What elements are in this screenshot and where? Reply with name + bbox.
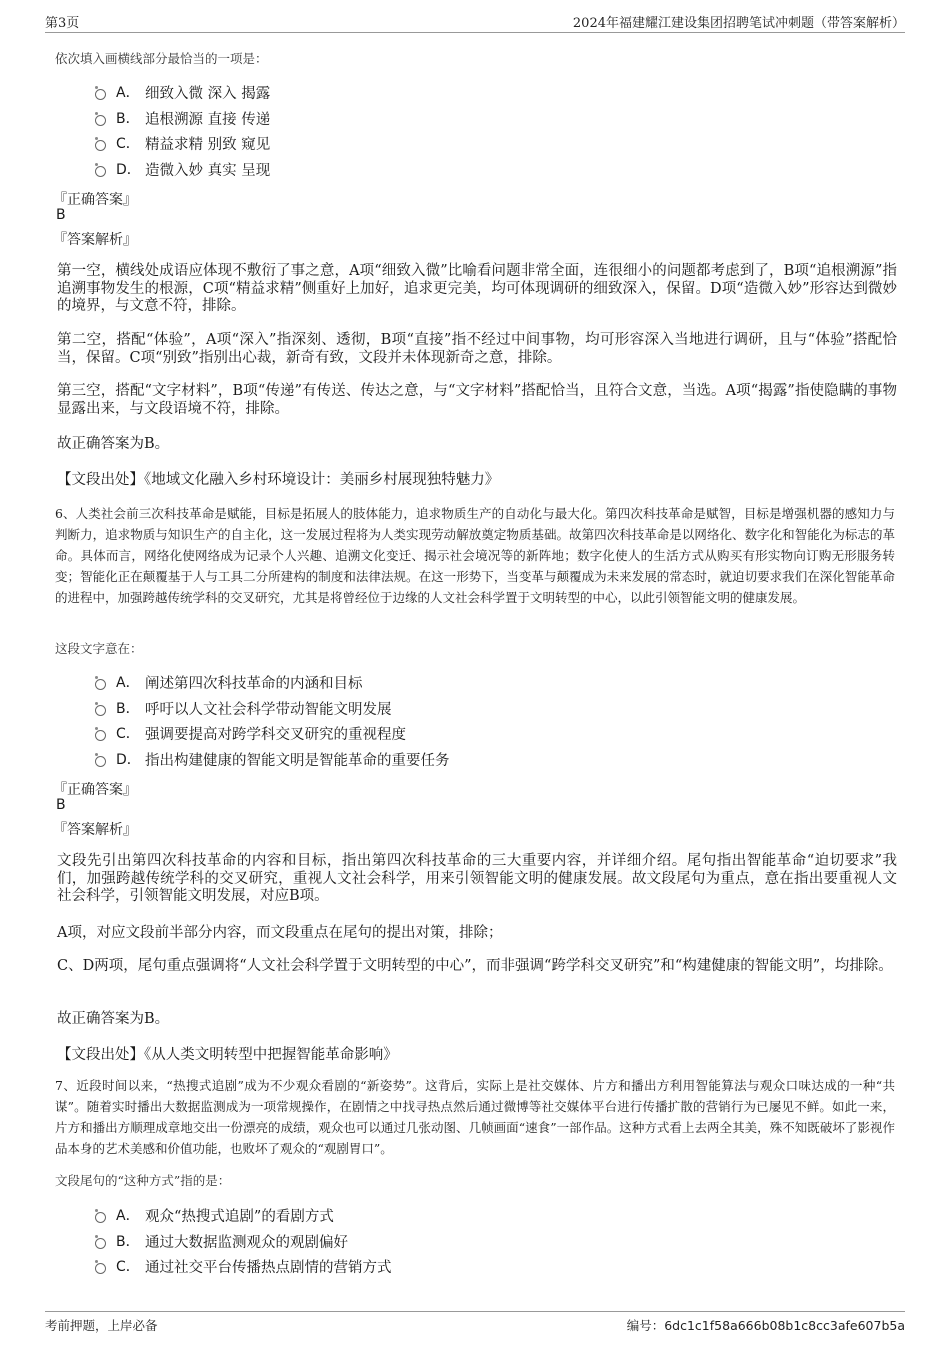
q7-option-b[interactable] [95,1229,895,1255]
q6-answer-label: 『正确答案』 [53,782,137,798]
radio-button[interactable] [95,1238,106,1249]
document-id-label: 编号： [626,1318,665,1333]
q6-analysis-3: C、D两项，尾句重点强调将“人文社会科学置于文明转型的中心”，而非强调“跨学科交叉研究”和“构建健康的智能文明”，均排除。 [57,958,893,974]
q5-option-c[interactable] [95,131,895,157]
q5-analysis-2: 第二空，搭配“体验”，A项“深入”指深刻、透彻，B项“直接”指不经过中间事物，均可形容深入当地进行调研，且与“体验”搭配恰当，保留。C项“别致”指别出心裁，新奇有致，文段并未体现新奇之意，排除。 [57,332,897,366]
q5-option-b[interactable] [95,106,895,132]
q6-conclusion: 故正确答案为B。 [57,1011,170,1027]
option-letter: A． [116,1208,140,1224]
option-letter: C． [116,136,140,152]
option-text: 通过社交平台传播热点剧情的营销方式 [145,1260,392,1276]
option-letter: D． [116,751,141,768]
q7-option-a[interactable] [95,1203,895,1229]
q5-conclusion: 故正确答案为B。 [57,436,170,452]
radio-button[interactable] [95,705,106,716]
option-letter: B． [116,110,140,127]
q6-option-c[interactable] [95,721,895,747]
option-text: 造微入妙 真实 呈现 [145,162,271,179]
q6-analysis-2: A项，对应文段前半部分内容，而文段重点在尾句的提出对策，排除； [57,925,503,941]
q7-option-c[interactable] [95,1254,895,1280]
document-id-code: 6dc1c1f58a666b08b1c8cc3afe607b5a [664,1318,905,1333]
q5-option-a[interactable] [95,80,895,106]
radio-button[interactable] [95,166,106,177]
radio-button[interactable] [95,756,106,767]
q6-analysis-label: 『答案解析』 [53,822,137,838]
q6-prompt: 这段文字意在： [55,641,143,656]
q7-prompt: 文段尾句的“这种方式”指的是： [55,1173,231,1188]
option-letter: A． [116,675,140,691]
option-letter: B． [116,700,140,717]
option-text: 观众“热搜式追剧”的看剧方式 [145,1209,334,1225]
q6-option-a[interactable] [95,670,895,696]
option-letter: C． [116,1259,140,1275]
page-footer [45,1311,905,1336]
option-text: 指出构建健康的智能文明是智能革命的重要任务 [145,752,450,769]
page-number: 第3页 [45,16,80,31]
option-letter: B． [116,1233,140,1250]
q5-prompt: 依次填入画横线部分最恰当的一项是： [55,51,268,66]
q5-answer: B [56,207,66,223]
radio-button[interactable] [95,1263,106,1274]
option-text: 追根溯源 直接 传递 [145,111,271,128]
document-id [627,1316,905,1334]
q5-option-d[interactable] [95,157,895,183]
q5-answer-label: 『正确答案』 [53,192,137,208]
q6-source: 【文段出处】《从人类文明转型中把握智能革命影响》 [57,1047,398,1063]
radio-button[interactable] [95,730,106,741]
q6-option-d[interactable] [95,747,895,773]
option-letter: D． [116,161,141,178]
radio-button[interactable] [95,679,106,690]
option-text: 强调要提高对跨学科交叉研究的重视程度 [145,727,406,743]
q7-options [95,1203,895,1280]
page-header [45,8,905,33]
footer-slogan: 考前押题，上岸必备 [45,1318,158,1333]
document-title: 2024年福建耀江建设集团招聘笔试冲刺题（带答案解析） [572,16,905,31]
q6-analysis-1: 文段先引出第四次科技革命的内容和目标，指出第四次科技革命的三大重要内容，并详细介绍。尾句指出智能革命“迫切要求”我们，加强跨越传统学科的交叉研究，重视人文社会科学，用来引领智能文明的健康发展。故文段尾句为重点，意在指出要重视人文社会科学，引领智能文明发展，对应B项。 [57,853,897,904]
q5-analysis-3: 第三空，搭配“文字材料”，B项“传递”有传送、传达之意，与“文字材料”搭配恰当，且符合文意，当选。A项“揭露”指使隐瞒的事物显露出来，与文段语境不符，排除。 [57,383,897,417]
q6-stem: 6、人类社会前三次科技革命是赋能，目标是拓展人的肢体能力，追求物质生产的自动化与最大化。第四次科技革命是赋智，目标是增强机器的感知力与判断力，追求物质与知识生产的自主化，这一发展过程将为人类实现劳动解放奠定物质基础。故第四次科技革命是以网络化、数字化和智能化为标志的革命。具体而言，网络化使网络成为记录个人兴趣、追溯文化变迁、揭示社会境况等的新阵地；数字化使人的生活方式从购买有形实物向订购无形服务转变；智能化正在颠覆基于人与工具二分所建构的制度和法律法规。在这一形势下，当变革与颠覆成为未来发展的常态时，就迫切要求我们在深化智能革命的进程中，加强跨越传统学科的交叉研究，尤其是将曾经位于边缘的人文社会科学置于文明转型的中心，以此引领智能文明的健康发展。 [55,506,895,605]
q6-option-b[interactable] [95,696,895,722]
radio-button[interactable] [95,1212,106,1223]
option-letter: A． [116,85,140,101]
radio-button[interactable] [95,89,106,100]
q5-analysis-label: 『答案解析』 [53,232,137,248]
q5-options [95,80,895,182]
option-letter: C． [116,726,140,742]
option-text: 精益求精 别致 窥见 [145,137,271,153]
q5-source: 【文段出处】《地域文化融入乡村环境设计：美丽乡村展现独特魅力》 [57,472,500,488]
radio-button[interactable] [95,115,106,126]
option-text: 阐述第四次科技革命的内涵和目标 [145,676,363,692]
q6-options [95,670,895,772]
q6-answer: B [56,797,66,813]
radio-button[interactable] [95,140,106,151]
q7-stem: 7、近段时间以来，“热搜式追剧”成为不少观众看剧的“新姿势”。这背后，实际上是社交媒体、片方和播出方利用智能算法与观众口味达成的一种“共谋”。随着实时播出大数据监测成为一项常规操作，在剧情之中找寻热点然后通过微博等社交媒体平台进行传播扩散的营销行为已屡见不鲜。如此一来，片方和播出方顺理成章地交出一份漂亮的成绩，观众也可以通过几张动图、几帧画面“速食”一部作品。这种方式看上去两全其美，殊不知既破坏了影视作品本身的艺术美感和价值功能，也败坏了观众的“观剧胃口”。 [55,1078,895,1156]
option-text: 呼吁以人文社会科学带动智能文明发展 [145,701,392,718]
option-text: 细致入微 深入 揭露 [145,86,271,102]
option-text: 通过大数据监测观众的观剧偏好 [145,1234,348,1251]
q5-analysis-1: 第一空，横线处成语应体现不敷衍了事之意，A项“细致入微”比喻看问题非常全面，连很细小的问题都考虑到了，B项“追根溯源”指追溯事物发生的根源，C项“精益求精”侧重好上加好，追求更完美，均可体现调研的细致深入，保留。D项“造微入妙”形容达到微妙的境界，与文意不符，排除。 [57,263,897,314]
